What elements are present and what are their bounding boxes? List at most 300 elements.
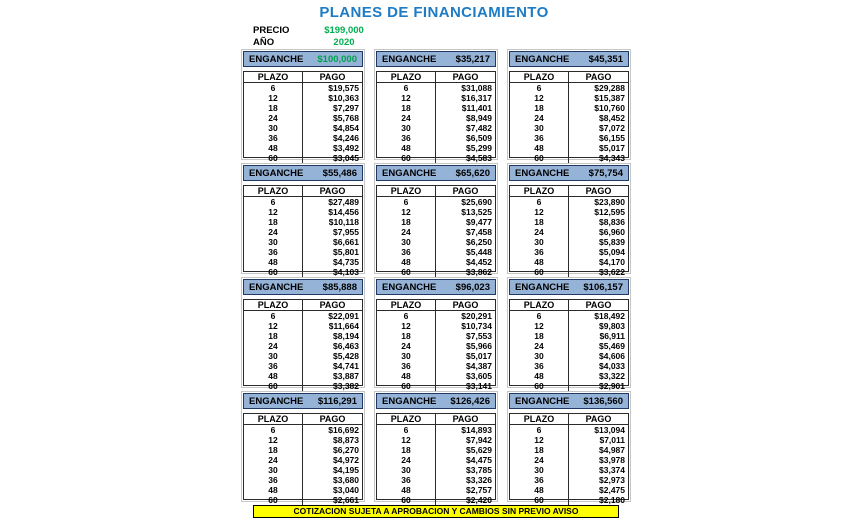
plazo-column-header: PLAZO (244, 300, 303, 310)
table-row (244, 267, 362, 277)
enganche-value: $65,620 (455, 167, 490, 179)
enganche-header (243, 393, 363, 409)
table-row (510, 475, 628, 485)
plazo-cell: 30 (510, 123, 569, 133)
pago-cell: $10,118 (328, 217, 359, 227)
plazo-cell: 60 (244, 495, 303, 505)
pago-cell: $23,890 (594, 197, 625, 207)
table-header-row (244, 300, 362, 311)
table-row (377, 435, 495, 445)
pago-cell: $6,250 (466, 237, 492, 247)
table-row (377, 445, 495, 455)
pago-cell: $3,978 (599, 455, 625, 465)
plazo-cell: 60 (510, 381, 569, 391)
pago-cell: $13,525 (461, 207, 492, 217)
table-row (510, 153, 628, 163)
table-row (244, 103, 362, 113)
page-title: PLANES DE FINANCIAMIENTO (319, 4, 549, 21)
pago-cell: $14,893 (461, 425, 492, 435)
pago-column-header: PAGO (452, 186, 479, 196)
plazo-cell: 48 (510, 143, 569, 153)
plazo-cell: 60 (377, 381, 436, 391)
table-row (510, 207, 628, 217)
pago-column-header: PAGO (319, 186, 346, 196)
table-header-row (510, 72, 628, 83)
table-row (377, 475, 495, 485)
plazo-cell: 12 (377, 435, 436, 445)
pago-cell: $7,072 (599, 123, 625, 133)
financing-table (374, 277, 498, 391)
pago-cell: $4,475 (466, 455, 492, 465)
plazo-cell: 24 (510, 455, 569, 465)
enganche-label: ENGANCHE (515, 395, 570, 407)
enganche-label: ENGANCHE (515, 167, 570, 179)
plazo-cell: 48 (244, 371, 303, 381)
enganche-value: $100,000 (317, 53, 357, 65)
table-row (377, 331, 495, 341)
pago-cell: $7,955 (333, 227, 359, 237)
plazo-cell: 30 (510, 465, 569, 475)
financing-table (507, 277, 631, 391)
table-row (510, 143, 628, 153)
pago-cell: $7,011 (599, 435, 625, 445)
table-header-row (244, 414, 362, 425)
pago-cell: $5,017 (599, 143, 625, 153)
enganche-label: ENGANCHE (249, 395, 304, 407)
enganche-value: $75,754 (588, 167, 623, 179)
pago-cell: $2,661 (333, 495, 359, 505)
plazo-pago-table (243, 71, 363, 163)
table-row (244, 83, 362, 93)
enganche-header (376, 393, 496, 409)
table-row (377, 311, 495, 321)
financing-table (241, 391, 365, 505)
pago-cell: $9,477 (466, 217, 492, 227)
plazo-cell: 6 (377, 425, 436, 435)
table-row (377, 227, 495, 237)
table-row (510, 425, 628, 435)
plazo-cell: 30 (377, 123, 436, 133)
plazo-cell: 36 (510, 361, 569, 371)
plazo-cell: 60 (244, 153, 303, 163)
disclaimer-banner: COTIZACION SUJETA A APROBACION Y CAMBIOS SIN PREVIO AVISO (253, 505, 619, 518)
pago-cell: $29,288 (594, 83, 625, 93)
pago-cell: $5,428 (333, 351, 359, 361)
plazo-cell: 36 (510, 247, 569, 257)
table-row (377, 455, 495, 465)
plazo-cell: 24 (377, 113, 436, 123)
table-row (510, 455, 628, 465)
table-row (377, 247, 495, 257)
table-row (377, 361, 495, 371)
pago-cell: $7,297 (333, 103, 359, 113)
pago-cell: $2,973 (599, 475, 625, 485)
table-row (244, 425, 362, 435)
pago-cell: $14,456 (328, 207, 359, 217)
enganche-label: ENGANCHE (249, 53, 304, 65)
table-row (244, 143, 362, 153)
table-row (377, 495, 495, 505)
pago-cell: $4,741 (333, 361, 359, 371)
table-row (377, 267, 495, 277)
plazo-cell: 18 (244, 331, 303, 341)
table-row (244, 321, 362, 331)
table-row (244, 331, 362, 341)
table-row (244, 237, 362, 247)
plazo-cell: 18 (510, 217, 569, 227)
plazo-cell: 48 (244, 485, 303, 495)
enganche-label: ENGANCHE (382, 167, 437, 179)
pago-cell: $2,757 (466, 485, 492, 495)
pago-cell: $7,942 (466, 435, 492, 445)
plazo-cell: 24 (244, 341, 303, 351)
pago-cell: $19,575 (328, 83, 359, 93)
table-row (510, 217, 628, 227)
anio-label: AÑO (253, 37, 275, 48)
pago-cell: $3,326 (466, 475, 492, 485)
table-row (244, 123, 362, 133)
pago-cell: $4,343 (599, 153, 625, 163)
pago-cell: $5,017 (466, 351, 492, 361)
table-row (510, 351, 628, 361)
enganche-value: $85,888 (322, 281, 357, 293)
table-row (510, 361, 628, 371)
plazo-cell: 48 (510, 371, 569, 381)
pago-cell: $3,605 (466, 371, 492, 381)
plazo-cell: 6 (510, 197, 569, 207)
plazo-cell: 6 (244, 83, 303, 93)
table-row (244, 197, 362, 207)
pago-cell: $7,458 (466, 227, 492, 237)
table-header-row (377, 414, 495, 425)
plazo-cell: 12 (377, 321, 436, 331)
table-row (377, 93, 495, 103)
pago-cell: $4,583 (466, 153, 492, 163)
precio-value: $199,000 (324, 25, 364, 36)
plazo-cell: 30 (244, 123, 303, 133)
pago-cell: $2,475 (599, 485, 625, 495)
table-header-row (244, 186, 362, 197)
plazo-cell: 6 (510, 425, 569, 435)
table-row (510, 371, 628, 381)
table-row (510, 445, 628, 455)
plazo-cell: 18 (244, 217, 303, 227)
plazo-cell: 12 (510, 207, 569, 217)
pago-cell: $31,088 (461, 83, 492, 93)
plazo-cell: 6 (377, 197, 436, 207)
pago-cell: $3,887 (333, 371, 359, 381)
financing-table (241, 277, 365, 391)
table-row (510, 227, 628, 237)
plazo-cell: 18 (510, 103, 569, 113)
plazo-pago-table (376, 413, 496, 505)
plazo-cell: 12 (510, 435, 569, 445)
pago-cell: $5,629 (466, 445, 492, 455)
plazo-column-header: PLAZO (244, 414, 303, 424)
table-row (377, 485, 495, 495)
plazo-cell: 60 (377, 267, 436, 277)
plazo-cell: 12 (244, 207, 303, 217)
enganche-label: ENGANCHE (515, 281, 570, 293)
table-header-row (377, 300, 495, 311)
pago-column-header: PAGO (319, 300, 346, 310)
table-row (510, 93, 628, 103)
plazo-column-header: PLAZO (244, 72, 303, 82)
table-row (244, 381, 362, 391)
table-row (244, 351, 362, 361)
pago-cell: $4,195 (333, 465, 359, 475)
pago-cell: $4,170 (599, 257, 625, 267)
plazo-cell: 24 (377, 455, 436, 465)
enganche-value: $126,426 (450, 395, 490, 407)
pago-cell: $3,622 (599, 267, 625, 277)
table-row (244, 257, 362, 267)
plazo-pago-table (243, 413, 363, 505)
table-row (244, 371, 362, 381)
pago-cell: $3,680 (333, 475, 359, 485)
pago-cell: $3,862 (466, 267, 492, 277)
plazo-cell: 48 (510, 485, 569, 495)
plazo-cell: 30 (510, 351, 569, 361)
plazo-cell: 36 (244, 361, 303, 371)
pago-cell: $4,854 (333, 123, 359, 133)
plazo-cell: 48 (510, 257, 569, 267)
pago-cell: $5,299 (466, 143, 492, 153)
plazo-pago-table (243, 185, 363, 277)
table-row (377, 371, 495, 381)
plazo-column-header: PLAZO (510, 414, 569, 424)
plazo-cell: 6 (510, 83, 569, 93)
enganche-value: $55,486 (322, 167, 357, 179)
table-row (510, 485, 628, 495)
table-row (510, 133, 628, 143)
pago-cell: $6,661 (333, 237, 359, 247)
plazo-cell: 12 (377, 207, 436, 217)
table-row (510, 331, 628, 341)
pago-cell: $15,387 (594, 93, 625, 103)
pago-cell: $4,972 (333, 455, 359, 465)
plazo-pago-table (509, 71, 629, 163)
pago-cell: $4,987 (599, 445, 625, 455)
table-row (244, 495, 362, 505)
pago-cell: $8,873 (333, 435, 359, 445)
plazo-cell: 6 (244, 425, 303, 435)
table-row (510, 495, 628, 505)
pago-cell: $4,606 (599, 351, 625, 361)
table-row (244, 311, 362, 321)
plazo-cell: 30 (244, 237, 303, 247)
pago-cell: $3,785 (466, 465, 492, 475)
plazo-cell: 24 (244, 455, 303, 465)
plazo-cell: 36 (244, 475, 303, 485)
plazo-cell: 30 (377, 351, 436, 361)
pago-cell: $8,452 (599, 113, 625, 123)
table-row (377, 197, 495, 207)
financing-table (374, 49, 498, 163)
pago-cell: $16,317 (461, 93, 492, 103)
plazo-cell: 18 (510, 331, 569, 341)
enganche-header (376, 165, 496, 181)
pago-cell: $4,033 (599, 361, 625, 371)
plazo-cell: 18 (377, 445, 436, 455)
tables-grid (241, 49, 631, 505)
enganche-value: $96,023 (455, 281, 490, 293)
enganche-header (509, 51, 629, 67)
plazo-cell: 60 (377, 153, 436, 163)
table-row (377, 83, 495, 93)
pago-column-header: PAGO (585, 414, 612, 424)
table-row (377, 351, 495, 361)
enganche-label: ENGANCHE (249, 167, 304, 179)
pago-column-header: PAGO (452, 72, 479, 82)
enganche-header (376, 279, 496, 295)
table-row (244, 207, 362, 217)
enganche-value: $45,351 (588, 53, 623, 65)
table-row (510, 311, 628, 321)
pago-cell: $6,509 (466, 133, 492, 143)
plazo-cell: 24 (377, 341, 436, 351)
pago-cell: $2,180 (599, 495, 625, 505)
pago-cell: $7,553 (466, 331, 492, 341)
pago-cell: $22,091 (328, 311, 359, 321)
plazo-cell: 24 (510, 113, 569, 123)
pago-cell: $4,387 (466, 361, 492, 371)
table-row (510, 113, 628, 123)
plazo-cell: 48 (244, 257, 303, 267)
enganche-label: ENGANCHE (382, 395, 437, 407)
enganche-label: ENGANCHE (515, 53, 570, 65)
enganche-header (376, 51, 496, 67)
plazo-cell: 30 (244, 465, 303, 475)
table-header-row (510, 186, 628, 197)
table-row (244, 475, 362, 485)
plazo-cell: 36 (377, 133, 436, 143)
price-info-block (253, 25, 373, 49)
plazo-cell: 12 (244, 321, 303, 331)
pago-cell: $11,401 (461, 103, 492, 113)
plazo-column-header: PLAZO (377, 414, 436, 424)
table-row (377, 321, 495, 331)
table-row (510, 83, 628, 93)
pago-cell: $4,103 (333, 267, 359, 277)
enganche-value: $35,217 (455, 53, 490, 65)
financing-table (507, 49, 631, 163)
financing-table (241, 163, 365, 277)
table-row (244, 113, 362, 123)
anio-value: 2020 (333, 37, 355, 48)
table-row (510, 257, 628, 267)
plazo-cell: 24 (510, 227, 569, 237)
plazo-cell: 60 (377, 495, 436, 505)
pago-cell: $3,374 (599, 465, 625, 475)
table-row (244, 133, 362, 143)
table-row (510, 321, 628, 331)
plazo-cell: 12 (244, 435, 303, 445)
plazo-cell: 24 (244, 113, 303, 123)
plazo-pago-table (376, 185, 496, 277)
pago-cell: $6,270 (333, 445, 359, 455)
pago-cell: $2,901 (599, 381, 625, 391)
table-row (377, 153, 495, 163)
table-row (244, 465, 362, 475)
pago-cell: $5,839 (599, 237, 625, 247)
plazo-cell: 18 (377, 331, 436, 341)
table-header-row (244, 72, 362, 83)
table-row (377, 113, 495, 123)
table-header-row (510, 300, 628, 311)
enganche-value: $106,157 (583, 281, 623, 293)
pago-column-header: PAGO (319, 414, 346, 424)
plazo-cell: 36 (510, 475, 569, 485)
pago-column-header: PAGO (585, 186, 612, 196)
table-row (377, 425, 495, 435)
table-row (510, 381, 628, 391)
table-row (244, 341, 362, 351)
table-row (510, 123, 628, 133)
table-header-row (377, 72, 495, 83)
pago-cell: $6,960 (599, 227, 625, 237)
pago-cell: $4,452 (466, 257, 492, 267)
precio-row (253, 25, 373, 37)
pago-cell: $7,482 (466, 123, 492, 133)
table-row (244, 435, 362, 445)
plazo-cell: 6 (377, 83, 436, 93)
pago-column-header: PAGO (319, 72, 346, 82)
pago-cell: $5,768 (333, 113, 359, 123)
pago-cell: $3,382 (333, 381, 359, 391)
plazo-cell: 36 (377, 475, 436, 485)
plazo-cell: 24 (510, 341, 569, 351)
plazo-cell: 6 (377, 311, 436, 321)
plazo-cell: 36 (377, 247, 436, 257)
table-row (244, 361, 362, 371)
pago-cell: $5,966 (466, 341, 492, 351)
enganche-header (243, 279, 363, 295)
pago-cell: $9,803 (599, 321, 625, 331)
plazo-column-header: PLAZO (510, 72, 569, 82)
plazo-column-header: PLAZO (377, 72, 436, 82)
enganche-value: $116,291 (317, 395, 357, 407)
plazo-cell: 48 (377, 257, 436, 267)
pago-cell: $10,734 (461, 321, 492, 331)
plazo-cell: 12 (510, 93, 569, 103)
pago-cell: $8,836 (599, 217, 625, 227)
plazo-cell: 30 (377, 465, 436, 475)
table-row (244, 247, 362, 257)
plazo-cell: 18 (244, 445, 303, 455)
plazo-cell: 12 (244, 93, 303, 103)
enganche-header (509, 279, 629, 295)
table-row (510, 267, 628, 277)
enganche-header (243, 51, 363, 67)
plazo-cell: 6 (244, 197, 303, 207)
table-row (510, 237, 628, 247)
pago-column-header: PAGO (585, 300, 612, 310)
pago-cell: $5,094 (599, 247, 625, 257)
plazo-cell: 60 (510, 495, 569, 505)
table-row (244, 153, 362, 163)
pago-cell: $5,801 (333, 247, 359, 257)
pago-cell: $8,949 (466, 113, 492, 123)
pago-column-header: PAGO (452, 300, 479, 310)
plazo-cell: 48 (244, 143, 303, 153)
table-row (244, 445, 362, 455)
table-row (510, 247, 628, 257)
enganche-label: ENGANCHE (382, 281, 437, 293)
table-row (244, 227, 362, 237)
pago-cell: $3,492 (333, 143, 359, 153)
pago-cell: $25,690 (461, 197, 492, 207)
